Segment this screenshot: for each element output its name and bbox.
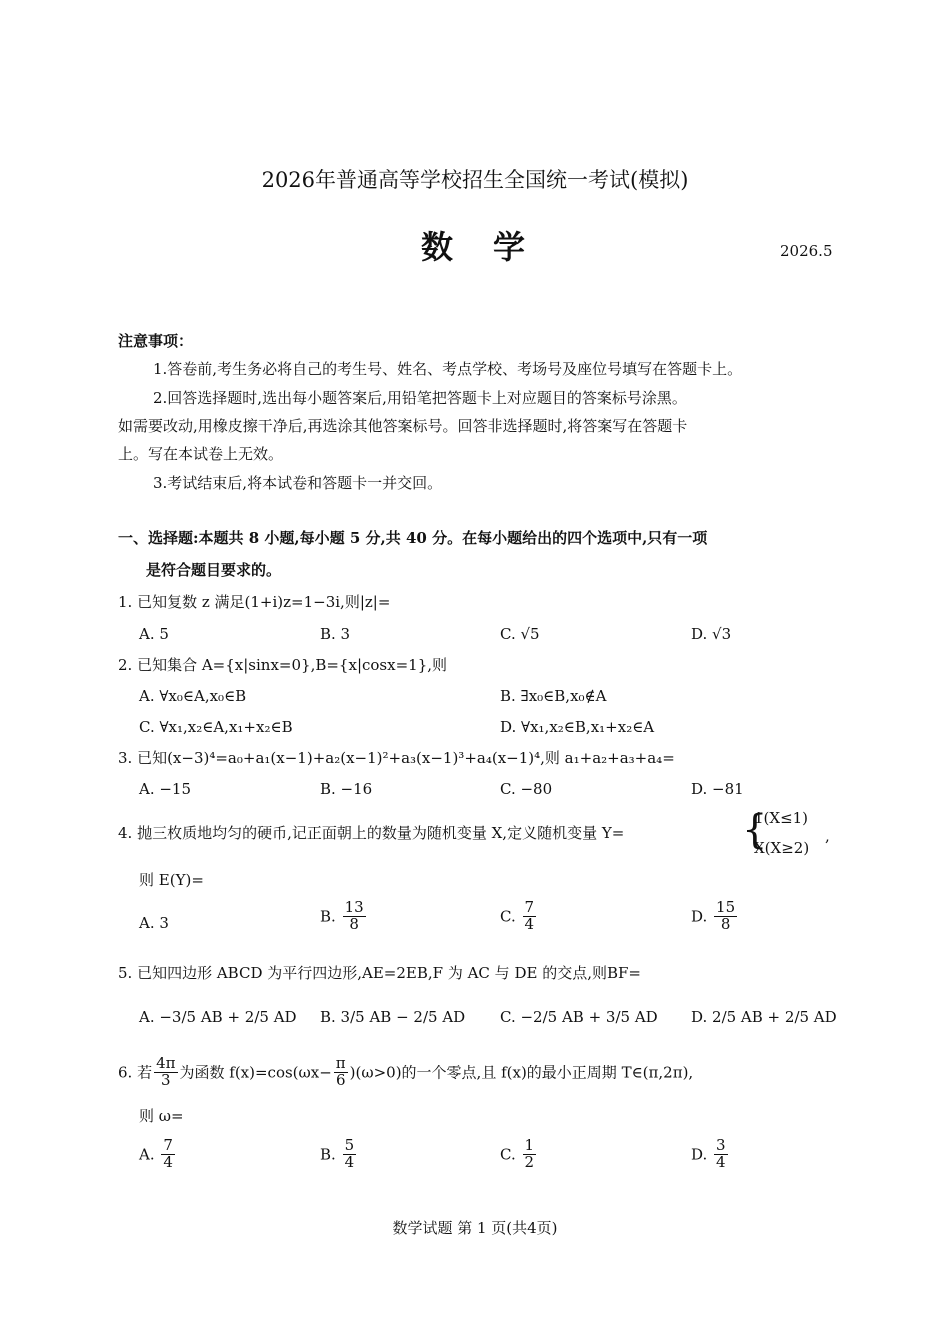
page-footer: 数学试题 第 1 页(共4页) (392, 1219, 558, 1237)
question-1-option-c: C. √5 (500, 625, 540, 643)
fraction-denominator: 3 (161, 1070, 171, 1089)
question-5-stem: 5. 已知四边形 ABCD 为平行四边形,AE=2EB,F 为 AC 与 DE 的交点,则BF= (118, 964, 641, 982)
question-4-case-2: X(X≥2) (754, 839, 810, 857)
question-1-stem: 1. 已知复数 z 满足(1+i)z=1−3i,则|z|= (118, 593, 391, 611)
question-5-option-a: A. −3/5 AB + 2/5 AD (139, 1008, 297, 1026)
option-label: C. (500, 1145, 516, 1164)
question-4-option-c (500, 900, 538, 933)
question-2-option-d: D. ∀x₁,x₂∈B,x₁+x₂∈A (500, 718, 655, 736)
section-1-heading-line-2: 是符合题目要求的。 (146, 561, 282, 579)
question-1-option-b: B. 3 (320, 625, 351, 643)
question-5-option-c: C. −2/5 AB + 3/5 AD (500, 1008, 658, 1026)
notice-item-2-line-1: 2.回答选择题时,选出每小题答案后,用铅笔把答题卡上对应题目的答案标号涂黑。 (153, 389, 687, 407)
question-2-option-b: B. ∃x₀∈B,x₀∉A (500, 687, 607, 705)
question-2-option-a: A. ∀x₀∈A,x₀∈B (139, 687, 247, 705)
fraction-denominator: 8 (720, 914, 731, 933)
fraction-denominator: 8 (349, 914, 359, 933)
question-3-option-b: B. −16 (320, 780, 373, 798)
notice-item-1: 1.答卷前,考生务必将自己的考生号、姓名、考点学校、考场号及座位号填写在答题卡上。 (153, 360, 743, 378)
fraction-denominator: 4 (344, 1152, 355, 1171)
fraction-numerator: 7 (163, 1136, 173, 1154)
question-6-option-b (320, 1138, 358, 1171)
fraction-numerator: 1 (524, 1136, 535, 1154)
fraction-denominator: 4 (716, 1152, 726, 1171)
fraction-numerator: π (335, 1054, 346, 1072)
notice-item-2-line-2: 如需要改动,用橡皮擦干净后,再选涂其他答案标号。回答非选择题时,将答案写在答题卡 (118, 417, 688, 435)
question-4-option-a: A. 3 (139, 914, 169, 932)
question-4-option-d (691, 900, 739, 933)
fraction-denominator: 4 (524, 914, 535, 933)
notice-item-2-line-3: 上。写在本试卷上无效。 (118, 445, 284, 463)
stem-text: 为函数 f(x)=cos(ωx− (179, 1063, 332, 1082)
question-3-option-c: C. −80 (500, 780, 553, 798)
notice-item-3: 3.考试结束后,将本试卷和答题卡一并交回。 (153, 474, 443, 492)
exam-title: 2026年普通高等学校招生全国统一考试(模拟) (261, 168, 689, 192)
fraction-denominator: 4 (163, 1152, 173, 1171)
question-6-stem-2: 则 ω= (139, 1107, 184, 1125)
question-3-stem: 3. 已知(x−3)⁴=a₀+a₁(x−1)+a₂(x−1)²+a₃(x−1)³+a₄(x−1)⁴,则 a₁+a₂+a₃+a₄= (118, 749, 675, 767)
fraction-numerator: 13 (344, 898, 364, 916)
option-label: A. (139, 1145, 155, 1164)
fraction-numerator: 4π (156, 1054, 176, 1072)
fraction-denominator: 6 (335, 1070, 346, 1089)
fraction-numerator: 3 (716, 1136, 726, 1154)
subject-title: 数 学 (420, 228, 529, 266)
stem-text: 6. 若 (118, 1063, 153, 1082)
question-1-option-a: A. 5 (139, 625, 169, 643)
fraction-denominator: 2 (524, 1152, 535, 1171)
question-3-option-d: D. −81 (691, 780, 744, 798)
question-4-option-b (320, 900, 368, 933)
notice-heading: 注意事项： (118, 332, 194, 350)
fraction-numerator: 7 (524, 898, 535, 916)
question-6-stem (118, 1056, 693, 1089)
fraction-numerator: 15 (716, 898, 736, 916)
option-label: B. (320, 1145, 336, 1164)
question-5-option-b: B. 3/5 AB − 2/5 AD (320, 1008, 466, 1026)
question-4-comma: , (825, 827, 830, 845)
question-6-option-c (500, 1138, 538, 1171)
option-label: C. (500, 907, 516, 926)
question-5-option-d: D. 2/5 AB + 2/5 AD (691, 1008, 837, 1026)
fraction-numerator: 5 (344, 1136, 355, 1154)
question-3-option-a: A. −15 (139, 780, 192, 798)
question-1-option-d: D. √3 (691, 625, 732, 643)
question-2-stem: 2. 已知集合 A={x|sinx=0},B={x|cosx=1},则 (118, 656, 448, 674)
question-4-piecewise-brace: { (742, 807, 768, 853)
question-2-option-c: C. ∀x₁,x₂∈A,x₁+x₂∈B (139, 718, 293, 736)
question-6-option-d (691, 1138, 730, 1171)
stem-text: )(ω>0)的一个零点,且 f(x)的最小正周期 T∈(π,2π), (349, 1063, 694, 1082)
option-label: D. (691, 907, 708, 926)
option-label: D. (691, 1145, 708, 1164)
exam-date: 2026.5 (780, 242, 833, 260)
section-1-heading-line-1: 一、选择题:本题共 8 小题,每小题 5 分,共 40 分。在每小题给出的四个选项中,只有一项 (118, 529, 708, 547)
option-label: B. (320, 907, 336, 926)
question-4-stem-2: 则 E(Y)= (139, 871, 204, 889)
question-4-case-1: 1(X≤1) (754, 809, 809, 827)
question-4-stem: 4. 抛三枚质地均匀的硬币,记正面朝上的数量为随机变量 X,定义随机变量 Y= (118, 824, 625, 842)
question-6-option-a (139, 1138, 177, 1171)
